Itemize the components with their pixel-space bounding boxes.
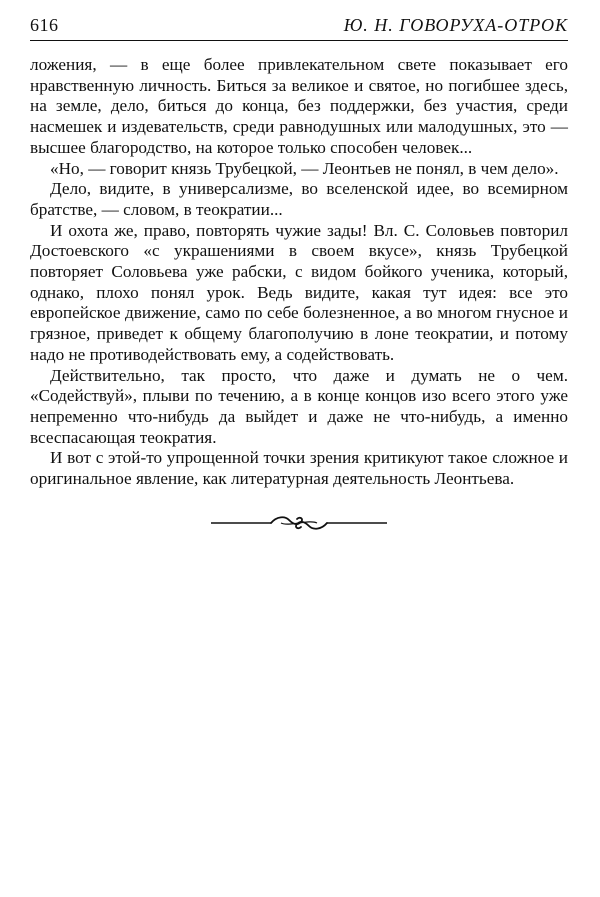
paragraph: Дело, видите, в универсализме, во вселенской идее, во всемирном братстве, — словом, в теократии... xyxy=(30,179,568,219)
decorative-flourish-icon xyxy=(211,512,387,534)
running-head xyxy=(30,14,568,41)
running-title: Ю. Н. ГОВОРУХА-ОТРОК xyxy=(343,15,568,35)
paragraph-continuation: ложения, — в еще более привлекательном свете показывает его нравственную личность. Биться за великое и святое, но погибшее здесь, на земле, дело, биться до конца, без поддержки, без участия, среди насмешек и издевательств, среди равнодушных или малодушных, это — высшее благородство, на которое только способен человек... xyxy=(30,55,568,157)
paragraph: И вот с этой-то упрощенной точки зрения критикуют такое сложное и оригинальное явление, как литературная деятельность Леонтьева. xyxy=(30,448,568,489)
paragraph: И охота же, право, повторять чужие зады! Вл. С. Соловьев повторил Достоевского «с украшениями в своем вкусе», князь Трубецкой повторяет Соловьева уже рабски, с видом бойкого ученика, который, однако, плохо понял урок. Ведь видите, какая тут идея: все это европейское движение, само по себе болезненное, а во многом гнусное и грязное, приведет к общему благополучию в лоне теократии, и потому надо не противодействовать ему, а содействовать. xyxy=(30,220,568,364)
paragraph: Действительно, так просто, что даже и думать не о чем. «Содействуй», плыви по течению, а в конце концов изо всего этого уже непременно что-нибудь да выйдет и даже не что-нибудь, а именно всеспасающая теократия. xyxy=(30,365,568,447)
paragraph: «Но, — говорит князь Трубецкой, — Леонтьев не понял, в чем дело». xyxy=(50,158,559,178)
body-text xyxy=(30,55,568,490)
page-number: 616 xyxy=(30,15,59,35)
book-page xyxy=(30,14,568,534)
